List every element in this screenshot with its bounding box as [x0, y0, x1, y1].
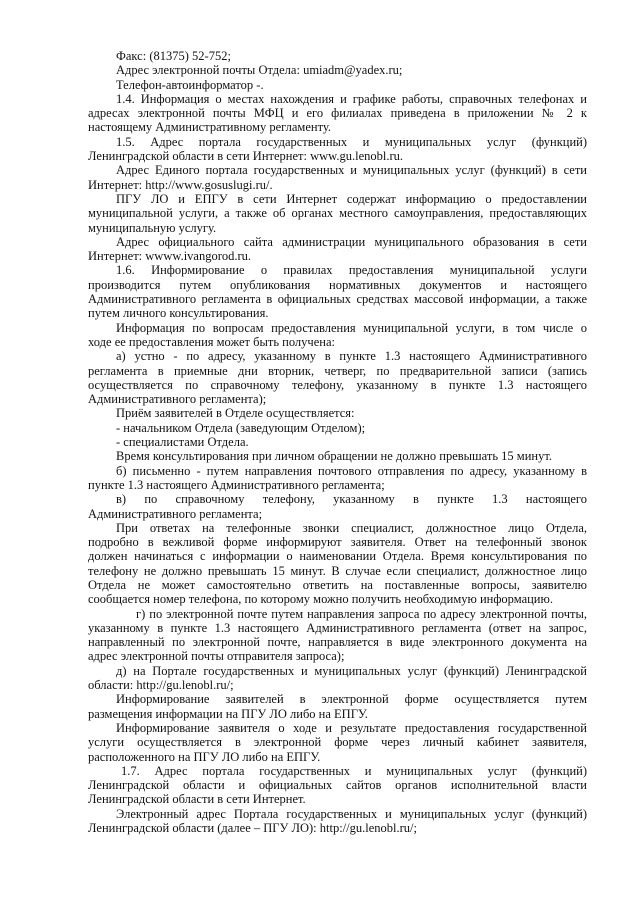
text-line: телефону не должно превышать 15 минут. В случае если специалист, должностное лицо [88, 563, 587, 578]
text-line: Ленинградской области в сети Интернет: www.gu.lenobl.ru. [88, 149, 404, 164]
text-line: должен начинаться с информации о наименовании Отдела. Время консультирования по [88, 549, 587, 564]
text-line: 1.7. Адрес портала государственных и муниципальных услуг (функций) [121, 763, 587, 778]
text-line: При ответах на телефонные звонки специалист, должностное лицо Отдела, [116, 520, 587, 535]
text-line: Электронный адрес Портала государственных и муниципальных услуг (функций) [116, 806, 587, 821]
text-line: Адрес Единого портала государственных и муниципальных услуг (функций) в сети [116, 163, 587, 178]
text-line: Информация по вопросам предоставления муниципальной услуги, в том числе о [116, 320, 587, 335]
text-line: а) устно - по адресу, указанному в пункте 1.3 настоящего Административного [116, 349, 587, 364]
text-line: ПГУ ЛО и ЕПГУ в сети Интернет содержат информацию о предоставлении [116, 191, 587, 206]
text-line: адрес электронной почты отправителя запроса); [88, 649, 345, 664]
text-line: адресах электронной почты МФЦ и его филиалах приведена в приложении № 2 к [88, 106, 587, 121]
text-line: Информирование заявителя о ходе и результате предоставления государственной [116, 720, 587, 735]
text-line: путем личного консультирования. [88, 306, 269, 321]
text-line: б) письменно - путем направления почтового отправления по адресу, указанному в [116, 463, 587, 478]
text-line: Телефон-автоинформатор -. [116, 77, 264, 92]
text-line: Административного регламента; [88, 506, 263, 521]
text-line: производится путем опубликования нормативных документов и настоящего [88, 277, 587, 292]
text-line: расположенного на ПГУ ЛО либо на ЕПГУ. [88, 749, 321, 764]
text-line: г) по электронной почте путем направления запроса по адресу электронной почты, [136, 606, 587, 621]
text-line: размещения информации на ПГУ ЛО либо на ЕПГУ. [88, 706, 368, 721]
text-line: Интернет: http://www.gosuslugi.ru/. [88, 177, 273, 192]
text-line: Ленинградской области и официальных сайтов органов исполнительной власти [88, 778, 587, 793]
text-line: - специалистами Отдела. [116, 435, 249, 450]
text-line: Факс: (81375) 52-752; [116, 49, 231, 63]
text-line: ходе ее предоставления может быть получена: [88, 334, 335, 349]
text-line: области: http://gu.lenobl.ru/; [88, 678, 234, 693]
text-line: указанному в пункте 1.3 настоящего Административного регламента (ответ на запрос, [88, 620, 587, 635]
text-line: Приём заявителей в Отделе осуществляется: [116, 406, 355, 421]
text-line: направленный по электронной почте, направляется в виде электронного документа на [88, 635, 587, 650]
text-line: Административного регламента); [88, 392, 267, 407]
text-line: муниципальную услугу. [88, 220, 217, 235]
text-line: Отдела не может самостоятельно ответить на поставленные вопросы, заявителю [88, 577, 587, 592]
text-line: подробно в вежливой форме информируют заявителя. Ответ на телефонный звонок [88, 535, 587, 550]
text-line: - начальником Отдела (заведующим Отделом); [116, 420, 366, 435]
text-line: д) на Портале государственных и муниципальных услуг (функций) Ленинградской [116, 663, 587, 678]
text-line: Информирование заявителей в электронной форме осуществляется путем [116, 692, 587, 707]
text-line: в) по справочному телефону, указанному в пункте 1.3 настоящего [116, 492, 587, 507]
text-line: услуги осуществляется в электронной форме через личный кабинет заявителя, [88, 735, 587, 750]
text-line: Адрес официального сайта администрации муниципального образования в сети [116, 234, 587, 249]
text-line: настоящему Административному регламенту. [88, 120, 331, 135]
text-line: сообщается номер телефона, по которому можно получить необходимую информацию. [88, 592, 553, 607]
text-line: регламента в приемные дни вторник, четверг, по предварительной записи (запись [88, 363, 587, 378]
text-line: Административного регламента в официальных средствах массовой информации, а также [88, 292, 587, 307]
document-body [88, 49, 587, 835]
text-line: Время консультирования при личном обращении не должно превышать 15 минут. [116, 449, 552, 464]
text-line: осуществляется по справочному телефону, указанному в пункте 1.3 настоящего [88, 377, 587, 392]
text-line: Ленинградской области в сети Интернет. [88, 792, 306, 807]
text-line: муниципальной услуги, а также об органах местного самоуправления, предоставляющих [88, 206, 587, 221]
text-line: Ленинградской области (далее – ПГУ ЛО): http://gu.lenobl.ru/; [88, 821, 417, 836]
text-line: пункте 1.3 настоящего Административного регламента; [88, 477, 385, 492]
text-line: Интернет: wwww.ivangorod.ru. [88, 249, 252, 264]
text-line: 1.6. Информирование о правилах предоставления муниципальной услуги [116, 263, 587, 278]
text-line: 1.4. Информация о местах нахождения и графике работы, справочных телефонах и [116, 91, 587, 106]
text-line: 1.5. Адрес портала государственных и муниципальных услуг (функций) [116, 134, 587, 149]
text-line: Адрес электронной почты Отдела: umiadm@yadex.ru; [116, 63, 403, 78]
